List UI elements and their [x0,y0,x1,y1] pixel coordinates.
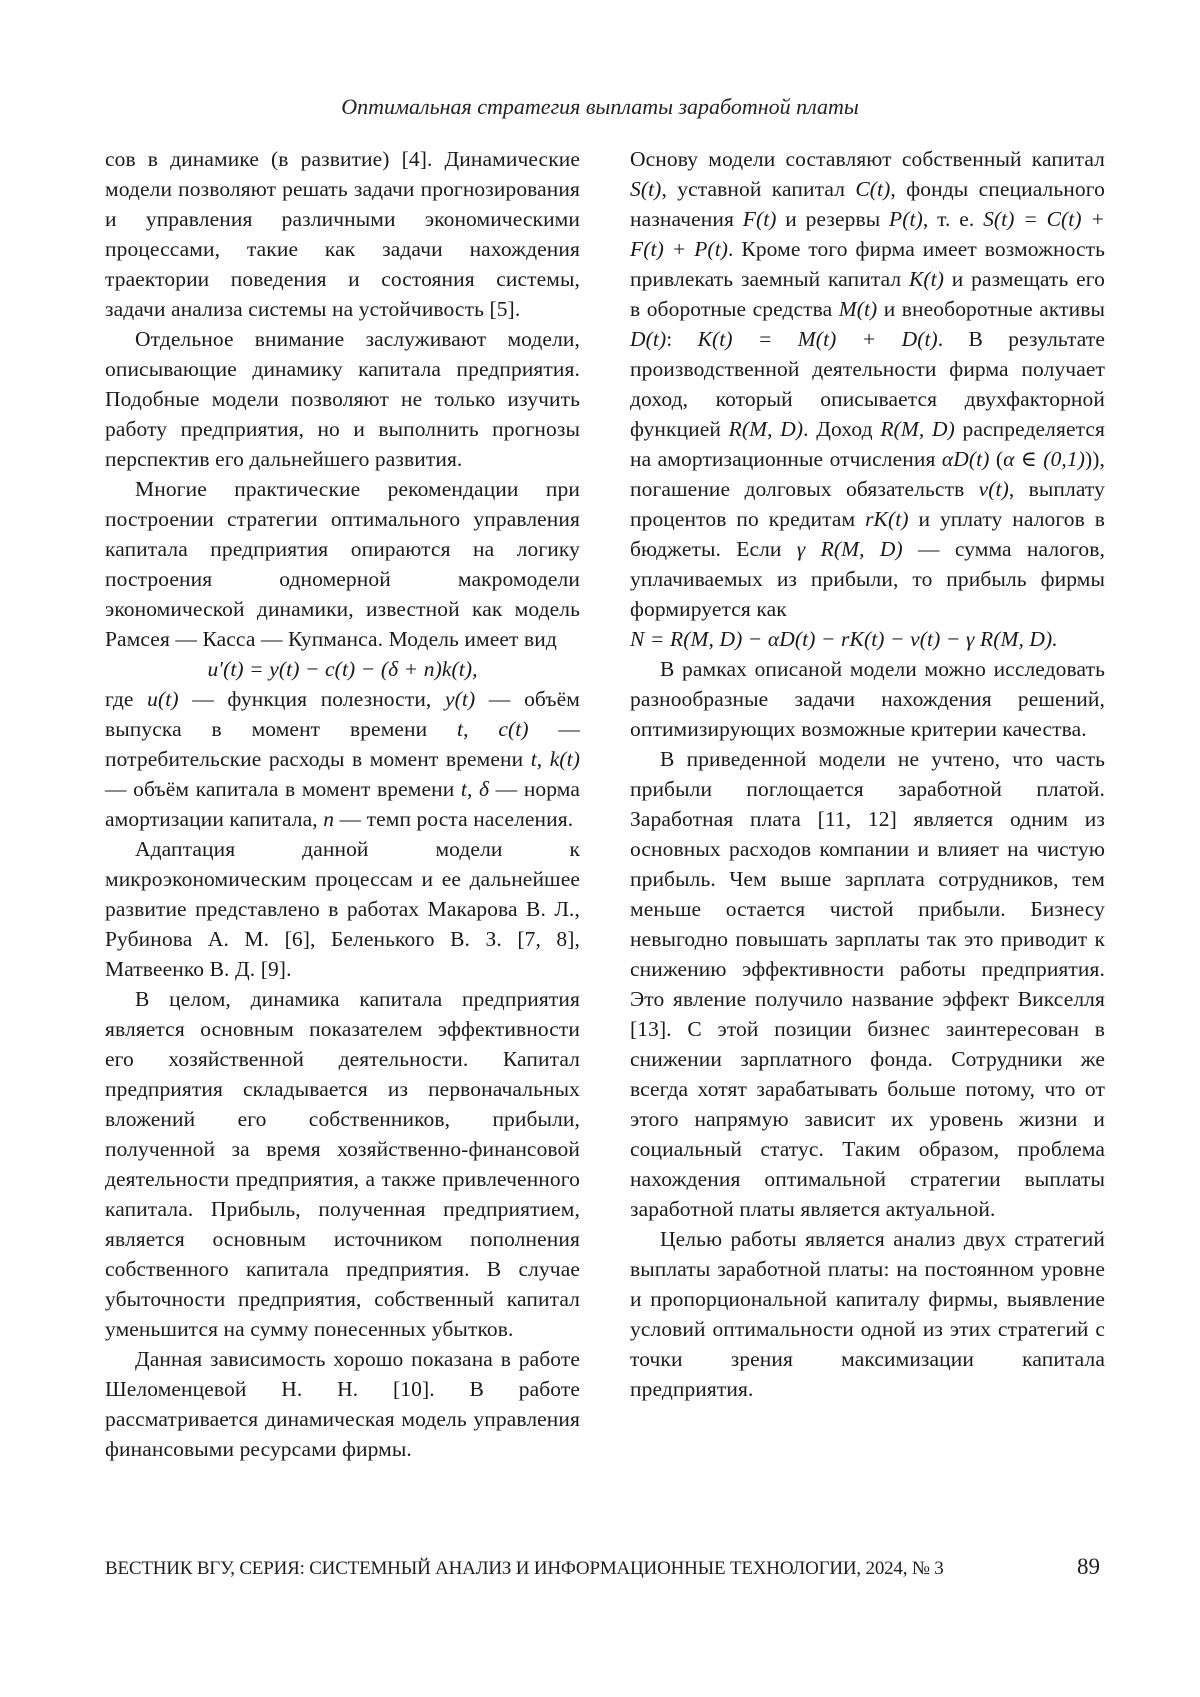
column-left [105,144,580,1464]
math-run: N = R(M, D) − αD(t) − rK(t) − v(t) − γ R(M, D). [630,627,1058,651]
text-run: Данная зависимость хорошо показана в работе Шеломенцевой Н. Н. [10]. В работе рассматривается динамическая модель управления финансовыми ресурсами фирмы. [105,1347,580,1461]
text-run: и уплату налогов в бюджеты. Если [630,507,1105,561]
text-run: распределяется на амортизационные отчисления [630,417,1105,471]
text-run: , [536,747,550,771]
text-run: Целью работы является анализ двух стратегий выплаты заработной платы: на постоянном уровне и пропорциональной капиталу фирмы, выявление условий оптимальности одной из этих стратегий с точки зрения максимизации капитала предприятия. [630,1227,1105,1401]
formula [105,654,580,684]
math-run: t [460,777,467,801]
text-run: В приведенной модели не учтено, что часть прибыли поглощается заработной платой. Заработная плата [11, 12] является одним из основных расходов компании и влияет на чистую прибыль. Чем выше зарплата сотрудников, тем меньше остается чистой прибыли. Бизнесу невыгодно повышать зарплаты так это приводит к снижению эффективности работы предприятия. Это явление получило название эффект Викселля [13]. С этой позиции бизнес заинтересован в снижении зарплатного фонда. Сотрудники же всегда хотят зарабатывать больше потому, что от этого напрямую зависит их уровень жизни и социальный статус. Таким образом, проблема нахождения оптимальной стратегии выплаты заработной платы является актуальной. [630,747,1105,1221]
math-run: K(t) = M(t) + D(t) [697,327,938,351]
math-run: t [530,747,537,771]
text-run: и внеоборотные активы [877,297,1105,321]
math-run: α ∈ (0,1) [1003,447,1086,471]
paragraph [105,834,580,984]
text-run: . В результате производственной деятельности фирма получает доход, который описывается двухфакторной функцией [630,327,1105,441]
text-run: — объём выпуска в момент времени [105,687,580,741]
paragraph [630,744,1105,1224]
math-run: K(t) [908,267,945,291]
math-run: k(t) [549,747,580,771]
math-run: n [323,807,335,831]
text-run: В рамках описаной модели можно исследовать разнообразные задачи нахождения решений, оптимизирующих возможные критерии качества. [630,657,1105,741]
text-run: и размещать его в оборотные средства [630,267,1105,321]
math-run: D(t) [630,327,667,351]
math-run: rK(t) [865,507,909,531]
text-run: — объём капитала в момент времени [105,777,461,801]
math-run: v(t) [978,477,1009,501]
text-run: , уставной капитал [661,177,856,201]
page-number: 89 [1077,1554,1100,1579]
math-run: c(t) [498,717,529,741]
text-run: , [463,717,499,741]
text-run: ( [989,447,1004,471]
text-run: Отдельное внимание заслуживают модели, описывающие динамику капитала предприятия. Подобные модели позволяют не только изучить работу предприятия, но и выполнить прогнозы перспектив его дальнейшего развития. [105,327,580,471]
math-run: u(t) [147,687,179,711]
paragraph [105,144,580,324]
formula [630,624,1105,654]
math-run: F(t) [742,207,777,231]
math-run: u′(t) = y(t) − c(t) − (δ + n)k(t), [207,657,478,681]
text-run: . Кроме того фирма имеет возможность привлекать заемный капитал [630,237,1105,291]
text-run: — сумма налогов, уплачиваемых из прибыли, то прибыль фирмы формируется как [630,537,1105,621]
text-run: — норма амортизации капитала, [105,777,581,831]
text-run: , выплату процентов по кредитам [630,477,1105,531]
text-run: где [105,687,148,711]
paragraph [630,144,1105,624]
math-run: S(t) [630,177,662,201]
paragraph [105,684,580,834]
paragraph [630,654,1105,744]
journal-line: ВЕСТНИК ВГУ, СЕРИЯ: СИСТЕМНЫЙ АНАЛИЗ И ИНФОРМАЦИОННЫЕ ТЕХНОЛОГИИ, 2024, № 3 [105,1558,944,1579]
text-run: Основу модели составляют собственный капитал [630,147,1105,171]
paragraph [105,1344,580,1464]
text-run: Многие практические рекомендации при построении стратегии оптимального управления капитала предприятия опираются на логику построения одномерной макромодели экономической динамики, известной как модель Рамсея — Касса — Купманса. Модель имеет вид [105,477,580,651]
math-run: γ R(M, D) [796,537,903,561]
paragraph [105,984,580,1344]
math-run: R(M, D) [728,417,804,441]
footer [105,1554,1100,1580]
math-run: δ [479,777,490,801]
text-run: : [666,327,698,351]
text-run: , т. е. [922,207,984,231]
math-run: P(t) [889,207,923,231]
text-run: В целом, динамика капитала предприятия является основным показателем эффективности его хозяйственной деятельности. Капитал предприятия складывается из первоначальных вложений его собственников, прибыли, полученной за время хозяйственно-финансовой деятельности предприятия, а также привлеченного капитала. Прибыль, полученная предприятием, является основным источником пополнения собственного капитала предприятия. В случае убыточности предприятия, собственный капитал уменьшится на сумму понесенных убытков. [105,987,580,1341]
text-run: — функция полезности, [178,687,446,711]
math-run: S(t) = C(t) + F(t) + P(t) [630,207,1105,261]
text-run: )), погашение долговых обязательств [630,447,1106,501]
math-run: M(t) [838,297,878,321]
math-run: y(t) [445,687,476,711]
math-run: R(M, D) [880,417,955,441]
paragraph [630,1224,1105,1404]
paragraph [105,324,580,474]
text-run: и резервы [776,207,890,231]
text-run: , фонды специального назначения [630,177,1105,231]
text-run: . Доход [803,417,881,441]
text-run: — темп роста населения. [334,807,574,831]
text-run: — потребительские расходы в момент времени [105,717,581,771]
math-run: t [457,717,464,741]
column-right [630,144,1105,1464]
text-run: Адаптация данной модели к микроэкономическим процессам и ее дальнейшее развитие представлено в работах Макарова В. Л., Рубинова А. М. [6], Беленького В. З. [7, 8], Матвеенко В. Д. [9]. [105,837,580,981]
content [105,144,1105,1464]
text-run: , [466,777,479,801]
paragraph [105,474,580,654]
running-head: Оптимальная стратегия выплаты заработной платы [341,94,859,119]
math-run: αD(t) [941,447,990,471]
text-run: сов в динамике (в развитие) [4]. Динамические модели позволяют решать задачи прогнозирования и управления различными экономическими процессами, такие как задачи нахождения траектории поведения и состояния системы, задачи анализа системы на устойчивость [5]. [105,147,580,321]
math-run: C(t) [855,177,891,201]
